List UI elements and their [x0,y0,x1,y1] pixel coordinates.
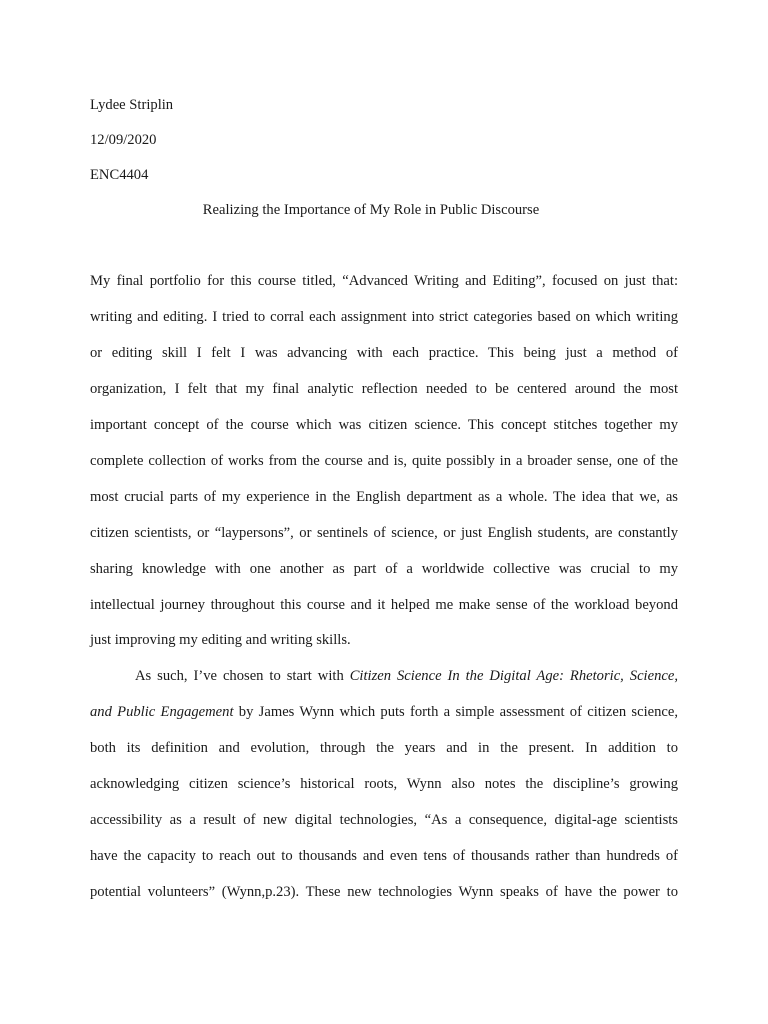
author-name: Lydee Striplin [90,97,174,113]
paragraph-1-line-5: important concept of the course which was citizen science. This concept stitches together my [90,417,678,433]
paragraph-2-line-3: both its definition and evolution, through the years and in the present. In addition to [90,740,678,756]
paragraph-2-line-7: potential volunteers” (Wynn,p.23). These new technologies Wynn speaks of have the power to [90,884,678,900]
paragraph-2-line-5: accessibility as a result of new digital technologies, “As a consequence, digital-age scientists [90,812,678,828]
paragraph-2-line-2-rest: by James Wynn which puts forth a simple assessment of citizen science, [233,704,678,720]
essay-title: Realizing the Importance of My Role in Public Discourse [202,202,540,218]
paragraph-1-line-1: My final portfolio for this course titled, “Advanced Writing and Editing”, focused on just that: [90,273,678,289]
paragraph-1-line-2: writing and editing. I tried to corral each assignment into strict categories based on which writing [90,309,678,325]
paragraph-1-line-4: organization, I felt that my final analytic reflection needed to be centered around the most [90,381,678,397]
paragraph-1-line-11: just improving my editing and writing skills. [90,632,351,648]
paragraph-1-line-10: intellectual journey throughout this course and it helped me make sense of the workload beyond [90,597,678,613]
course-code: ENC4404 [90,167,149,183]
paragraph-1-line-6: complete collection of works from the course and is, quite possibly in a broader sense, one of the [90,453,678,469]
paragraph-2-line-4: acknowledging citizen science’s historical roots, Wynn also notes the discipline’s growing [90,776,678,792]
paragraph-1-line-7: most crucial parts of my experience in the English department as a whole. The idea that we, as [90,489,678,505]
paragraph-2-line-2 [90,703,678,721]
paragraph-2-line-6: have the capacity to reach out to thousands and even tens of thousands rather than hundreds of [90,848,678,864]
paragraph-2-line-1 [135,667,678,685]
paragraph-1-line-8: citizen scientists, or “laypersons”, or sentinels of science, or just English students, are constantly [90,525,678,541]
paragraph-2-intro: As such, I’ve chosen to start with [135,668,350,684]
paragraph-1-line-9: sharing knowledge with one another as part of a worldwide collective was crucial to my [90,561,678,577]
book-title-part-1: Citizen Science In the Digital Age: Rhetoric, Science, [349,668,678,684]
document-date: 12/09/2020 [90,132,157,148]
paragraph-1-line-3: or editing skill I felt I was advancing with each practice. This being just a method of [90,345,678,361]
book-title-part-2: and Public Engagement [90,704,234,720]
